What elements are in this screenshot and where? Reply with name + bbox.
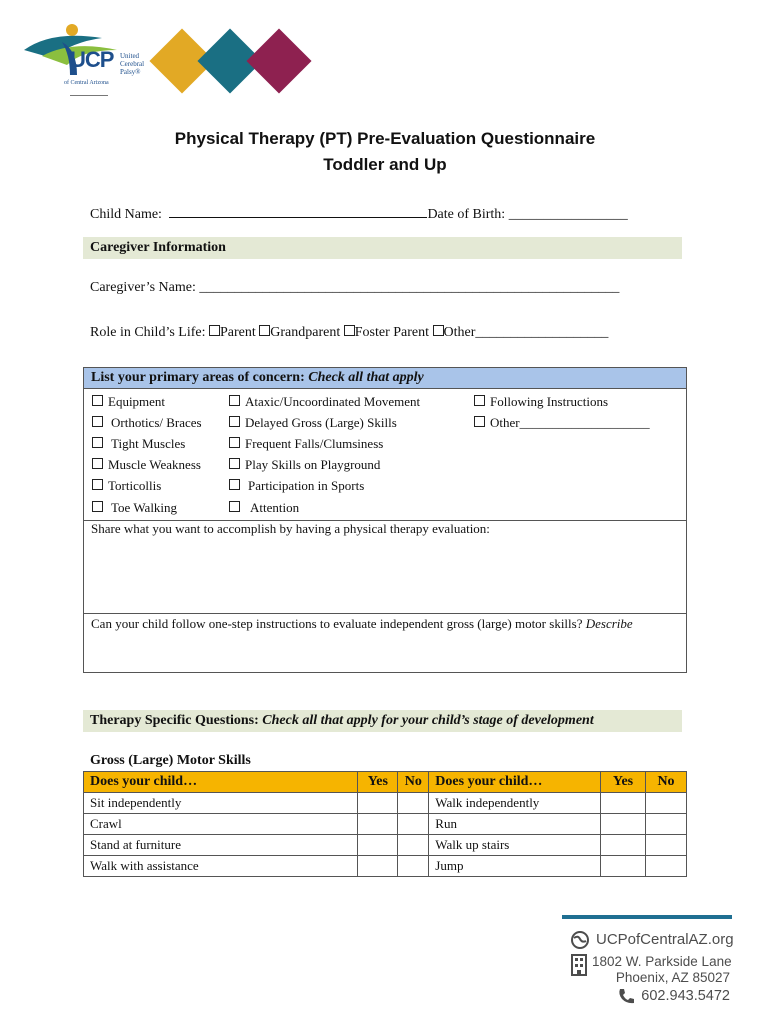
concern-attention[interactable]: Attention: [229, 500, 299, 516]
table-row: [84, 793, 687, 814]
concern-orthotics[interactable]: Orthotics/ Braces: [92, 415, 202, 431]
child-info-row: [90, 203, 628, 223]
yes-cell[interactable]: [601, 793, 646, 814]
column-header-question: Does your child…: [429, 772, 601, 793]
child-name-label: Child Name:: [90, 207, 162, 222]
skill-label: Stand at furniture: [84, 835, 358, 856]
concerns-header: List your primary areas of concern: Check all that apply: [84, 368, 686, 389]
yes-cell[interactable]: [358, 835, 398, 856]
role-row: [90, 325, 608, 341]
concern-ataxic-movement[interactable]: Ataxic/Uncoordinated Movement: [229, 394, 420, 410]
table-header-row: [84, 772, 687, 793]
no-cell[interactable]: [398, 814, 429, 835]
role-option-parent[interactable]: Parent: [209, 325, 256, 340]
child-name-field[interactable]: [169, 203, 427, 218]
ucp-logo: [0, 0, 320, 100]
motor-skills-table: [83, 771, 687, 877]
role-option-foster-parent[interactable]: Foster Parent: [344, 325, 429, 340]
caregiver-section-header: Caregiver Information: [83, 237, 682, 259]
concern-frequent-falls[interactable]: Frequent Falls/Clumsiness: [229, 436, 383, 452]
table-row: [84, 835, 687, 856]
column-header-question: Does your child…: [84, 772, 358, 793]
no-cell[interactable]: [398, 793, 429, 814]
no-cell[interactable]: [398, 856, 429, 877]
instructions-answer-area[interactable]: [85, 634, 685, 670]
page-title: Physical Therapy (PT) Pre-Evaluation Questionnaire: [174, 129, 596, 148]
logo-subtitle: of Central Arizona: [64, 80, 109, 86]
checkbox[interactable]: [259, 325, 270, 336]
table-row: [84, 814, 687, 835]
column-header-yes: Yes: [601, 772, 646, 793]
skill-label: Walk independently: [429, 793, 601, 814]
building-icon: [570, 953, 588, 977]
divider: [84, 613, 686, 614]
no-cell[interactable]: [646, 856, 687, 877]
skill-label: Walk up stairs: [429, 835, 601, 856]
globe-icon: [570, 930, 590, 950]
yes-cell[interactable]: [358, 856, 398, 877]
checkbox[interactable]: [209, 325, 220, 336]
concern-muscle-weakness[interactable]: Muscle Weakness: [92, 457, 201, 473]
yes-cell[interactable]: [358, 814, 398, 835]
no-cell[interactable]: [646, 793, 687, 814]
dob-label[interactable]: Date of Birth: _________________: [427, 207, 628, 222]
accomplish-prompt: Share what you want to accomplish by having a physical therapy evaluation:: [91, 521, 490, 536]
column-header-no: No: [646, 772, 687, 793]
skill-label: Walk with assistance: [84, 856, 358, 877]
column-header-no: No: [398, 772, 429, 793]
concern-toe-walking[interactable]: Toe Walking: [92, 500, 177, 516]
logo-org-name: United Cerebral Palsy®: [120, 52, 145, 76]
role-option-grandparent[interactable]: Grandparent: [259, 325, 340, 340]
footer-address-line1: 1802 W. Parkside Lane: [592, 954, 732, 969]
no-cell[interactable]: [398, 835, 429, 856]
concern-following-instructions[interactable]: Following Instructions: [474, 394, 608, 410]
concern-other[interactable]: Other____________________: [474, 415, 650, 431]
skill-label: Jump: [429, 856, 601, 877]
role-option-other[interactable]: Other___________________: [433, 325, 609, 340]
no-cell[interactable]: [646, 835, 687, 856]
checkbox[interactable]: [344, 325, 355, 336]
footer-phone[interactable]: 602.943.5472: [641, 988, 730, 1004]
therapy-section-header: Therapy Specific Questions: Check all that apply for your child’s stage of development: [83, 710, 682, 732]
accomplish-answer-area[interactable]: [85, 538, 685, 613]
caregiver-name-field[interactable]: Caregiver’s Name: ____________________________________________________________: [90, 280, 620, 295]
concern-equipment[interactable]: Equipment: [92, 394, 165, 410]
concern-tight-muscles[interactable]: Tight Muscles: [92, 436, 185, 452]
table-row: [84, 856, 687, 877]
checkbox[interactable]: [433, 325, 444, 336]
role-label: Role in Child’s Life:: [90, 325, 206, 340]
no-cell[interactable]: [646, 814, 687, 835]
yes-cell[interactable]: [601, 835, 646, 856]
concern-delayed-gross-skills[interactable]: Delayed Gross (Large) Skills: [229, 415, 397, 431]
motor-skills-title: Gross (Large) Motor Skills: [90, 753, 251, 768]
logo-diamond-plum: [246, 28, 311, 93]
page-subtitle: Toddler and Up: [323, 155, 447, 174]
skill-label: Run: [429, 814, 601, 835]
phone-icon: [617, 987, 635, 1005]
instructions-prompt: Can your child follow one-step instructions to evaluate independent gross (large) motor skills? Describe: [91, 616, 633, 631]
yes-cell[interactable]: [358, 793, 398, 814]
column-header-yes: Yes: [358, 772, 398, 793]
logo-ucp-text: UCP: [70, 47, 114, 72]
concern-participation-sports[interactable]: Participation in Sports: [229, 478, 364, 494]
concerns-section: [83, 367, 687, 673]
footer-accent-line: [562, 915, 732, 919]
yes-cell[interactable]: [601, 814, 646, 835]
footer-address-line2: Phoenix, AZ 85027: [615, 970, 730, 985]
concern-play-skills[interactable]: Play Skills on Playground: [229, 457, 380, 473]
logo-divider: [70, 95, 108, 96]
skill-label: Crawl: [84, 814, 358, 835]
skill-label: Sit independently: [84, 793, 358, 814]
concern-torticollis[interactable]: Torticollis: [92, 478, 161, 494]
footer-website[interactable]: UCPofCentralAZ.org: [596, 931, 734, 948]
yes-cell[interactable]: [601, 856, 646, 877]
